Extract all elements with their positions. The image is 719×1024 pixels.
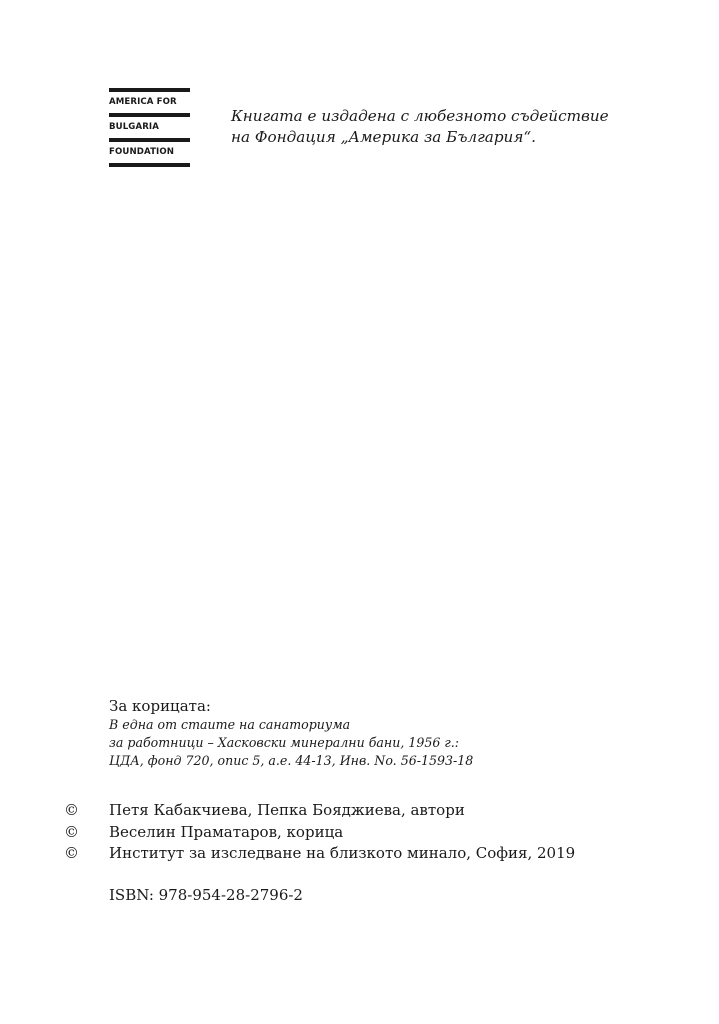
cover-note <box>109 696 473 770</box>
copyright-symbol: © <box>64 801 79 819</box>
copyright-item <box>64 844 575 866</box>
cover-line-1: В една от стаите на санаториума <box>109 717 351 732</box>
copyright-item <box>64 823 575 845</box>
copyright-text: Петя Кабакчиева, Пепка Бояджиева, автори <box>109 801 465 819</box>
logo-bar <box>109 163 190 167</box>
logo-line-2: BULGARIA <box>109 122 159 132</box>
support-acknowledgement <box>231 106 609 148</box>
copyright-symbol: © <box>64 822 79 841</box>
cover-heading: За корицата: <box>109 697 211 715</box>
support-line-1: Книгата е издадена с любезното съдействие <box>231 107 609 125</box>
copyright-list <box>64 801 575 866</box>
copyright-symbol: © <box>64 844 79 862</box>
cover-line-3: ЦДА, фонд 720, опис 5, а.е. 44-13, Инв. No. 56-1593-18 <box>109 753 474 768</box>
copyright-text: Веселин Праматаров, корица <box>109 822 344 841</box>
support-line-2: на Фондация „Америка за България“. <box>231 128 536 146</box>
cover-line-2: за работници – Хасковски минерални бани, 1956 г.: <box>109 735 459 750</box>
copyright-item <box>64 801 575 823</box>
america-for-bulgaria-logo <box>109 88 190 167</box>
logo-line-3: FOUNDATION <box>109 147 175 157</box>
copyright-text: Институт за изследване на близкото минало, София, 2019 <box>109 844 576 862</box>
isbn: ISBN: 978-954-28-2796-2 <box>109 886 303 904</box>
logo-line-1: AMERICA FOR <box>109 97 177 107</box>
